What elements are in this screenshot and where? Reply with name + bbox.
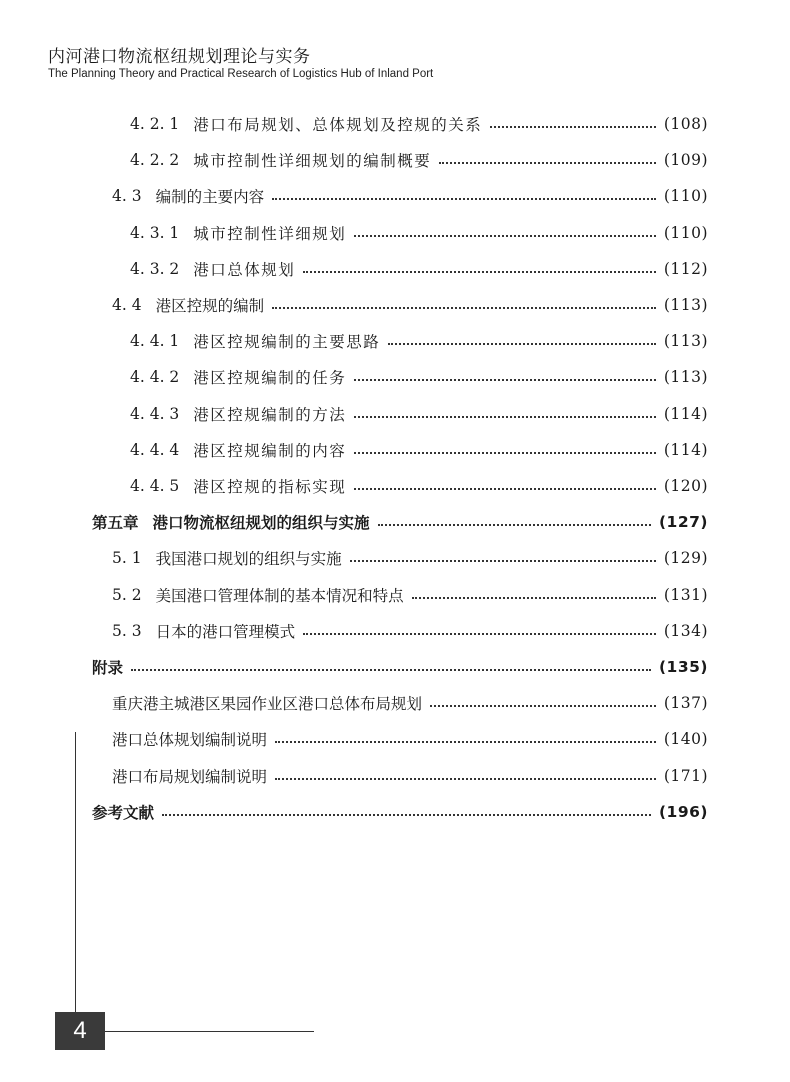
toc-entry-number: 5. 1: [112, 549, 142, 568]
toc-entry-title: 港区控规编制的任务: [193, 369, 347, 388]
toc-entry[interactable]: [112, 290, 708, 320]
toc-entry-title: 城市控制性详细规划: [193, 224, 347, 243]
dot-leader: [354, 379, 656, 381]
toc-entry[interactable]: [112, 761, 708, 791]
dot-leader: [275, 778, 656, 780]
toc-entry-page: (135): [658, 658, 708, 676]
dot-leader: [412, 597, 656, 599]
toc-entry-page: (112): [663, 259, 708, 278]
running-header-title: 内河港口物流枢纽规划理论与实务: [48, 47, 311, 67]
toc-entry[interactable]: [130, 362, 708, 392]
toc-entry-title: 参考文献: [92, 803, 155, 822]
toc-entry-page: (109): [663, 151, 708, 170]
toc-entry-page: (129): [663, 549, 708, 568]
dot-leader: [303, 271, 656, 273]
toc-entry-number: 4. 4. 2: [130, 368, 180, 387]
dot-leader: [439, 162, 656, 164]
toc-entry[interactable]: [92, 797, 708, 827]
toc-entry[interactable]: [130, 218, 708, 248]
toc-entry-number: 5. 3: [112, 621, 142, 640]
toc-entry[interactable]: [130, 471, 708, 501]
dot-leader: [162, 814, 651, 816]
dot-leader: [350, 560, 656, 562]
toc-entry[interactable]: [112, 688, 708, 718]
dot-leader: [272, 198, 656, 200]
toc-entry-number: 4. 3. 1: [130, 223, 180, 242]
toc-entry-number: 4. 3. 2: [130, 259, 180, 278]
dot-leader: [131, 669, 651, 671]
dot-leader: [354, 416, 656, 418]
toc-entry-title: 重庆港主城港区果园作业区港口总体布局规划: [112, 695, 423, 714]
toc-entry-title: 美国港口管理体制的基本情况和特点: [155, 586, 404, 605]
toc-entry-page: (113): [663, 296, 708, 314]
toc-entry[interactable]: [130, 254, 708, 284]
page-number: 4: [55, 1012, 105, 1050]
toc-entry-number: 5. 2: [112, 585, 142, 604]
toc-entry-title: 港区控规编制的内容: [193, 441, 347, 460]
toc-entry-number: 4. 4. 4: [130, 440, 180, 459]
toc-entry-page: (140): [663, 730, 708, 749]
toc-entry-number: 4. 4. 1: [130, 332, 180, 351]
dot-leader: [303, 633, 656, 635]
dot-leader: [388, 343, 656, 345]
toc-entry-title: 日本的港口管理模式: [155, 622, 296, 641]
toc-entry-page: (131): [663, 585, 708, 604]
toc-entry-page: (110): [663, 223, 708, 242]
toc-entry-title: 港口布局规划编制说明: [112, 767, 268, 786]
toc-entry[interactable]: [112, 724, 708, 754]
toc-entry[interactable]: [130, 435, 708, 465]
toc-entry[interactable]: [112, 181, 708, 211]
toc-entry-title: 港口总体规划: [193, 260, 296, 279]
vertical-rule: [75, 732, 76, 1032]
toc-entry-page: (137): [663, 694, 708, 713]
toc-entry-page: (120): [663, 477, 708, 495]
dot-leader: [378, 524, 651, 526]
dot-leader: [354, 452, 656, 454]
running-header-subtitle: The Planning Theory and Practical Research of Logistics Hub of Inland Port: [48, 68, 434, 80]
toc-entry[interactable]: [112, 616, 708, 646]
toc-entry-title: 附录: [92, 659, 124, 677]
toc-entry-title: 港区控规编制的主要思路: [193, 333, 381, 352]
footer-rule: [104, 1031, 314, 1032]
toc-entry-number: 4. 2. 2: [130, 151, 180, 170]
toc-entry[interactable]: [112, 580, 708, 610]
toc-entry-title: 港口物流枢纽规划的组织与实施: [152, 514, 370, 533]
toc-entry[interactable]: [130, 399, 708, 429]
toc-entry-page: (196): [658, 802, 708, 821]
toc-entry-page: (113): [663, 332, 708, 351]
toc-entry-number: 4. 4. 5: [130, 477, 180, 495]
toc-entry-number: 第五章: [92, 514, 139, 533]
dot-leader: [490, 126, 656, 128]
dot-leader: [430, 705, 656, 707]
toc-entry[interactable]: [92, 507, 708, 537]
dot-leader: [354, 235, 656, 237]
toc-entry-title: 我国港口规划的组织与实施: [155, 550, 342, 569]
toc-entry-title: 港区控规的指标实现: [193, 478, 347, 496]
toc-entry-page: (171): [663, 766, 708, 785]
toc-entry[interactable]: [130, 109, 708, 139]
toc-entry-title: 港区控规的编制: [155, 297, 265, 315]
toc-entry-page: (134): [663, 621, 708, 640]
dot-leader: [275, 741, 656, 743]
toc-entry[interactable]: [92, 652, 708, 682]
toc-entry-title: 城市控制性详细规划的编制概要: [193, 152, 432, 171]
toc-entry-page: (113): [663, 368, 708, 387]
toc-entry-number: 4. 2. 1: [130, 115, 180, 133]
toc-entry-title: 港口总体规划编制说明: [112, 731, 268, 750]
toc-entry-number: 4. 4. 3: [130, 404, 180, 423]
toc-entry-title: 港口布局规划、总体规划及控规的关系: [193, 116, 483, 134]
toc-entry-title: 港区控规编制的方法: [193, 405, 347, 424]
toc-entry[interactable]: [130, 145, 708, 175]
toc-entry-page: (114): [663, 440, 708, 459]
toc-entry[interactable]: [112, 543, 708, 573]
toc-entry-page: (114): [663, 404, 708, 423]
toc-entry-number: 4. 3: [112, 187, 142, 206]
toc-entry-page: (110): [663, 187, 708, 206]
toc-entry-title: 编制的主要内容: [155, 188, 265, 207]
dot-leader: [272, 307, 656, 309]
dot-leader: [354, 488, 656, 490]
toc-entry[interactable]: [130, 326, 708, 356]
toc-entry-page: (108): [663, 115, 708, 133]
toc-entry-number: 4. 4: [112, 296, 142, 314]
toc-entry-page: (127): [658, 513, 708, 532]
